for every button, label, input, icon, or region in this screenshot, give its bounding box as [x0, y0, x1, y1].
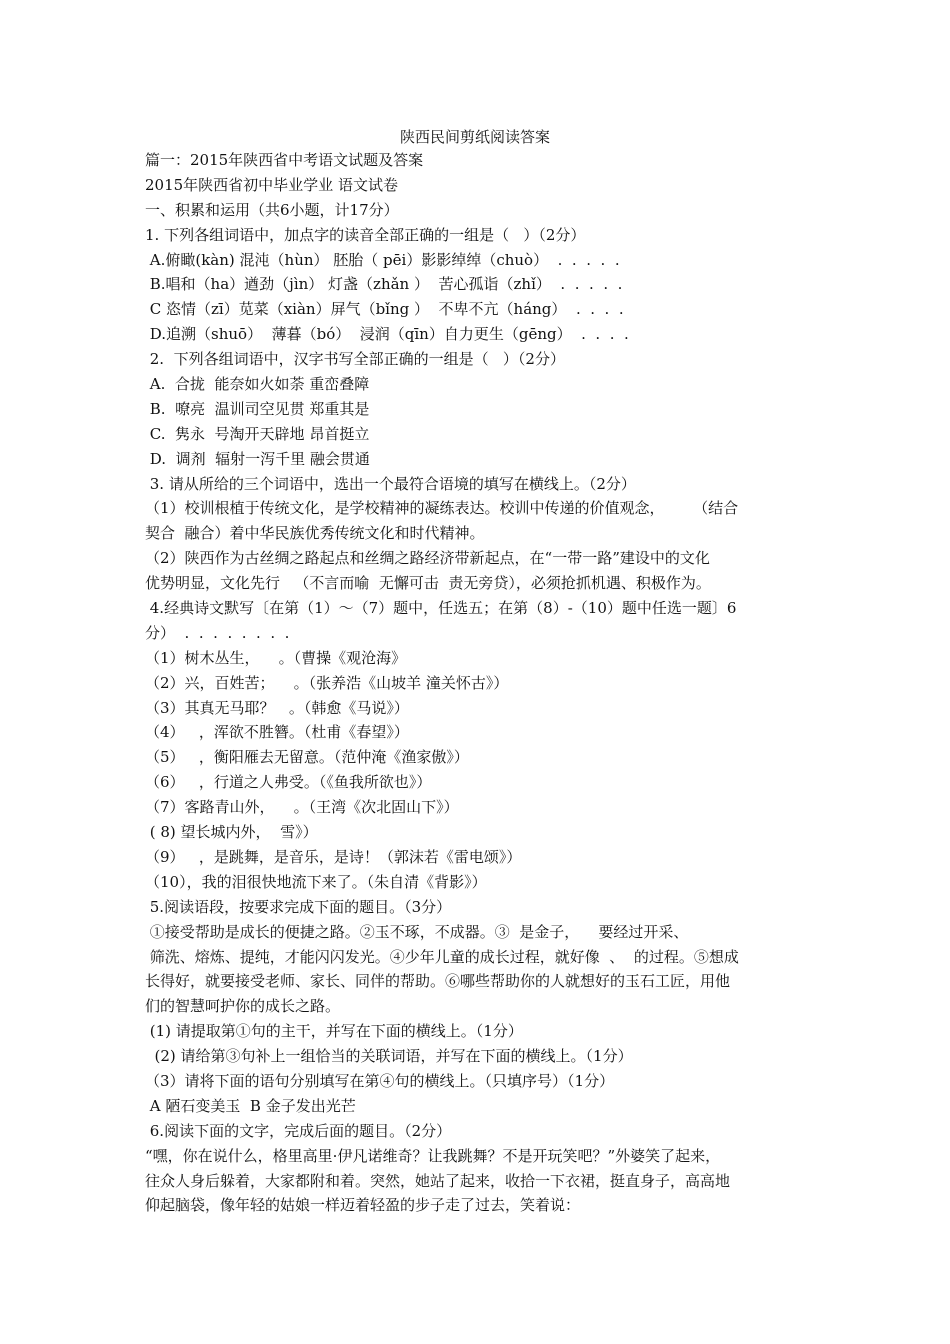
text-line: A.俯瞰(kàn) 混沌（hùn） 胚胎（ pēi）影影绰绰（chuò） . . . . . — [145, 250, 620, 269]
text-line: (2) 请给第③句补上一组恰当的关联词语，并写在下面的横线上。（1分） — [145, 1047, 633, 1066]
text-line: （1）校训根植于传统文化，是学校精神的凝练表达。校训中传递的价值观念， （结合 — [145, 499, 739, 518]
text-line: （9） ，是跳舞，是音乐，是诗！（郭沫若《雷电颂》） — [145, 847, 522, 866]
text-line: (1) 请提取第①句的主干，并写在下面的横线上。（1分） — [145, 1022, 523, 1041]
text-line: （3）其真无马耶？ 。（韩愈《马说》） — [145, 698, 409, 717]
text-line: 6.阅读下面的文字，完成后面的题目。（2分） — [145, 1121, 452, 1140]
text-line: A. 合拢 能奈如火如荼 重峦叠障 — [145, 375, 370, 394]
text-line: D.追溯（shuō） 薄暮（bó） 浸润（qīn）自力更生（gēng） . . . . — [145, 325, 629, 344]
text-line: （1）树木丛生， 。（曹操《观沧海》 — [145, 648, 407, 667]
text-line: B. 嘹亮 温训司空见贯 郑重其是 — [145, 399, 370, 418]
text-line: （5） ，衡阳雁去无留意。（范仲淹《渔家傲》） — [145, 748, 469, 767]
text-line: 契合 融合）着中华民族优秀传统文化和时代精神。 — [145, 524, 485, 543]
text-line: 筛洗、熔炼、提纯，才能闪闪发光。④少年儿童的成长过程，就好像 、 的过程。⑤想成 — [145, 947, 739, 966]
text-line: ( 8) 望长城内外， 雪》） — [145, 823, 318, 842]
text-line: ①接受帮助是成长的便捷之路。②玉不琢，不成器。③ 是金子， 要经过开采、 — [145, 922, 689, 941]
text-line: 仰起脑袋，像年轻的姑娘一样迈着轻盈的步子走了过去，笑着说： — [145, 1196, 581, 1215]
text-line: 篇一：2015年陕西省中考语文试题及答案 — [145, 151, 424, 169]
text-line: （10），我的泪很快地流下来了。（朱自清《背影》） — [145, 872, 487, 891]
text-line: 2015年陕西省初中毕业学业 语文试卷 — [145, 175, 398, 194]
text-line: B.唱和（ha）遒劲（jìn） 灯盏（zhǎn ） 苦心孤诣（zhǐ） . . . . . — [145, 275, 623, 294]
text-line: 往众人身后躲着，大家都附和着。突然，她站了起来，收拾一下衣裙，挺直身子，高高地 — [145, 1171, 731, 1190]
text-line: C 恣情（zī）苋菜（xiàn）屏气（bǐng ） 不卑不亢（háng） . . . . — [145, 300, 624, 319]
text-line: A 陋石变美玉 B 金子发出光芒 — [145, 1096, 356, 1115]
text-line: 4.经典诗文默写〔在第（1）～（7）题中，任选五；在第（8）-（10）题中任选一题〕6 — [145, 599, 737, 618]
text-line: “嘿，你在说什么，格里高里·伊凡诺维奇？让我跳舞？不是开玩笑吧？”外婆笑了起来， — [145, 1146, 721, 1165]
text-line: （6） ，行道之人弗受。（《鱼我所欲也》） — [145, 773, 432, 792]
text-line: （7）客路青山外， 。（王湾《次北固山下》） — [145, 798, 459, 817]
text-line: 1. 下列各组词语中，加点字的读音全部正确的一组是（ ）（2分） — [145, 225, 586, 244]
text-line: （2）陕西作为古丝绸之路起点和丝绸之路经济带新起点，在“一带一路”建设中的文化 — [145, 549, 710, 568]
document-title: 陕西民间剪纸阅读答案 — [399, 128, 550, 146]
text-line: 们的智慧呵护你的成长之路。 — [145, 997, 341, 1016]
text-line: 2. 下列各组词语中，汉字书写全部正确的一组是（ ）（2分） — [145, 350, 565, 369]
text-line: （4） ，浑欲不胜簪。（杜甫《春望》） — [145, 723, 409, 742]
text-line: 一、积累和运用（共6小题，计17分） — [145, 200, 399, 219]
text-line: （3）请将下面的语句分别填写在第④句的横线上。（只填序号）（1分） — [145, 1071, 615, 1090]
text-line: （2）兴，百姓苦； 。（张养浩《山坡羊 潼关怀古》） — [145, 673, 509, 692]
text-line: 长得好，就要接受老师、家长、同伴的帮助。⑥哪些帮助你的人就想好的玉石工匠，用他 — [145, 972, 731, 991]
text-line: 优势明显，文化先行 （不言而喻 无懈可击 责无旁贷），必须抢抓机遇、积极作为。 — [145, 574, 711, 593]
text-line: 5.阅读语段，按要求完成下面的题目。（3分） — [145, 897, 452, 916]
text-line: 分） . . . . . . . . — [145, 623, 290, 642]
document-body — [145, 148, 810, 1218]
text-line: D. 调剂 辐射一泻千里 融会贯通 — [145, 449, 370, 468]
text-line: C. 隽永 号淘开天辟地 昂首挺立 — [145, 424, 370, 443]
text-line: 3. 请从所给的三个词语中，选出一个最符合语境的填写在横线上。（2分） — [145, 474, 636, 493]
